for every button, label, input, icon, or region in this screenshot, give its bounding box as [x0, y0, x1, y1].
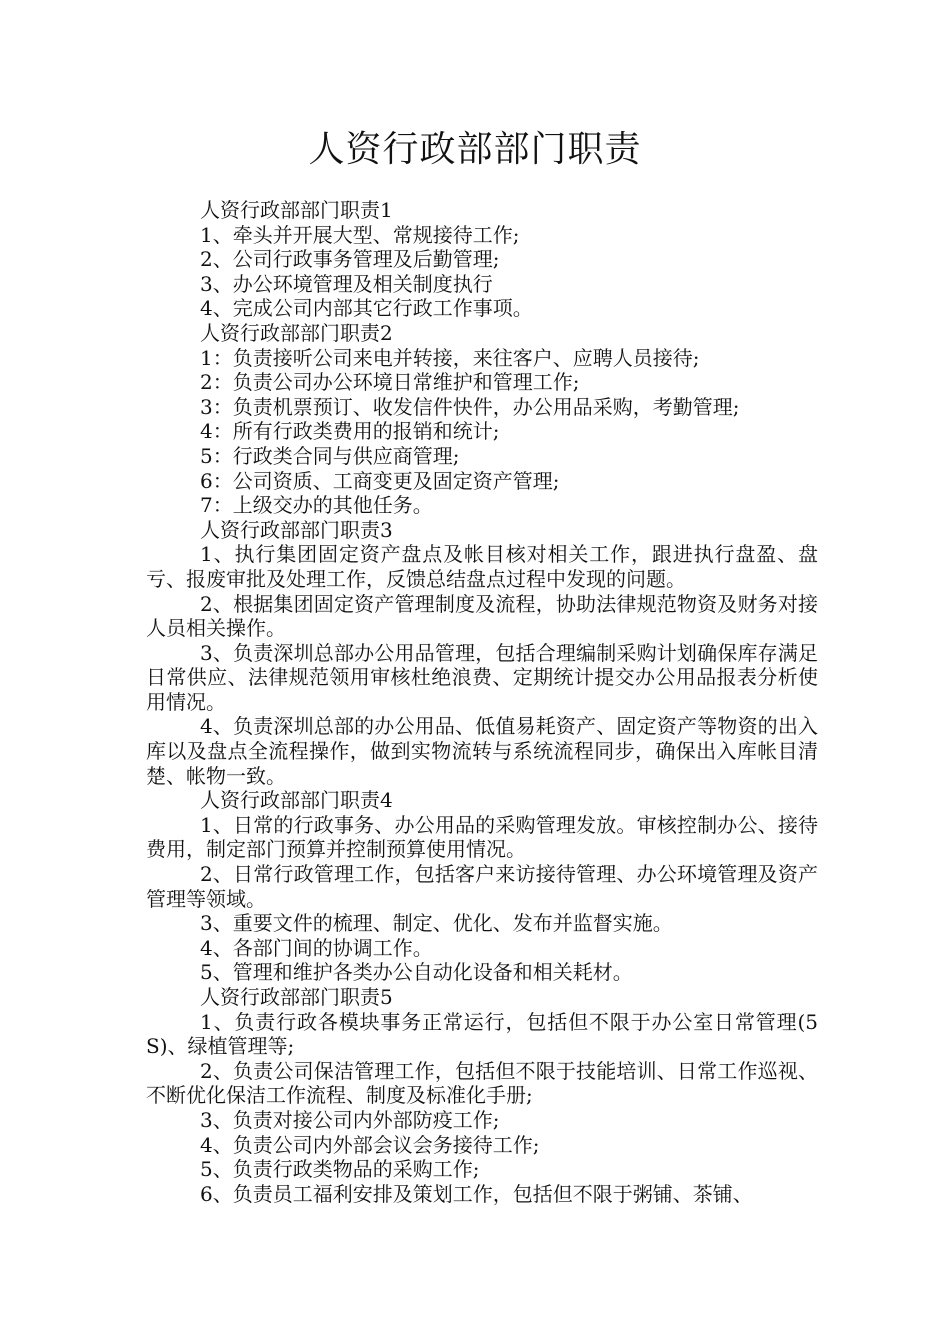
list-item: 4、负责公司内外部会议会务接待工作;: [200, 1132, 540, 1157]
document-body: [146, 198, 818, 1206]
list-item: 4、负责深圳总部的办公用品、低值易耗资产、固定资产等物资的出入库以及盘点全流程操作，做到实物流转与系统流程同步，确保出入库帐目清楚、帐物一致。: [146, 714, 818, 788]
list-item: 5、管理和维护各类办公自动化设备和相关耗材。: [200, 960, 633, 985]
list-item: 4：所有行政类费用的报销和统计;: [200, 419, 500, 444]
list-item: 5：行政类合同与供应商管理;: [200, 443, 460, 468]
list-item: 3、负责深圳总部办公用品管理，包括合理编制采购计划确保库存满足日常供应、法律规范领用审核杜绝浪费、定期统计提交办公用品报表分析使用情况。: [146, 640, 818, 714]
list-item: 5、负责行政类物品的采购工作;: [200, 1157, 480, 1182]
list-item: 1、执行集团固定资产盘点及帐目核对相关工作，跟进执行盘盈、盘亏、报废审批及处理工作，反馈总结盘点过程中发现的问题。: [146, 542, 818, 591]
list-item: 2：负责公司办公环境日常维护和管理工作;: [200, 370, 580, 395]
list-item: 1：负责接听公司来电并转接，来往客户、应聘人员接待;: [200, 345, 700, 370]
list-item: 3、负责对接公司内外部防疫工作;: [200, 1107, 500, 1132]
page-title: 人资行政部部门职责: [308, 129, 642, 170]
list-item: 4、完成公司内部其它行政工作事项。: [200, 296, 533, 321]
list-item: 4、各部门间的协调工作。: [200, 935, 433, 960]
list-item: 2、负责公司保洁管理工作，包括但不限于技能培训、日常工作巡视、不断优化保洁工作流程、制度及标准化手册;: [146, 1058, 818, 1108]
section-heading: 人资行政部部门职责4: [200, 788, 393, 813]
list-item: 3、办公环境管理及相关制度执行: [200, 271, 493, 296]
list-item: 7：上级交办的其他任务。: [200, 493, 433, 518]
list-item: 1、牵头并开展大型、常规接待工作;: [200, 222, 520, 247]
list-item: 2、公司行政事务管理及后勤管理;: [200, 247, 500, 272]
list-item: 2、根据集团固定资产管理制度及流程，协助法律规范物资及财务对接人员相关操作。: [146, 591, 818, 641]
list-item: 3、重要文件的梳理、制定、优化、发布并监督实施。: [200, 911, 673, 936]
section-heading: 人资行政部部门职责3: [200, 517, 393, 542]
section-heading: 人资行政部部门职责5: [200, 985, 393, 1009]
list-item: 1、负责行政各模块事务正常运行，包括但不限于办公室日常管理(5S)、绿植管理等;: [146, 1009, 818, 1059]
list-item: 6、负责员工福利安排及策划工作，包括但不限于粥铺、茶铺、: [200, 1181, 753, 1206]
list-item: 6：公司资质、工商变更及固定资产管理;: [200, 468, 560, 493]
list-item: 2、日常行政管理工作，包括客户来访接待管理、办公环境管理及资产管理等领域。: [146, 862, 818, 911]
section-heading: 人资行政部部门职责2: [200, 320, 393, 345]
list-item: 1、日常的行政事务、办公用品的采购管理发放。审核控制办公、接待费用，制定部门预算并控制预算使用情况。: [146, 812, 818, 862]
section-heading: 人资行政部部门职责1: [200, 198, 393, 222]
list-item: 3：负责机票预订、收发信件快件，办公用品采购，考勤管理;: [200, 394, 740, 419]
